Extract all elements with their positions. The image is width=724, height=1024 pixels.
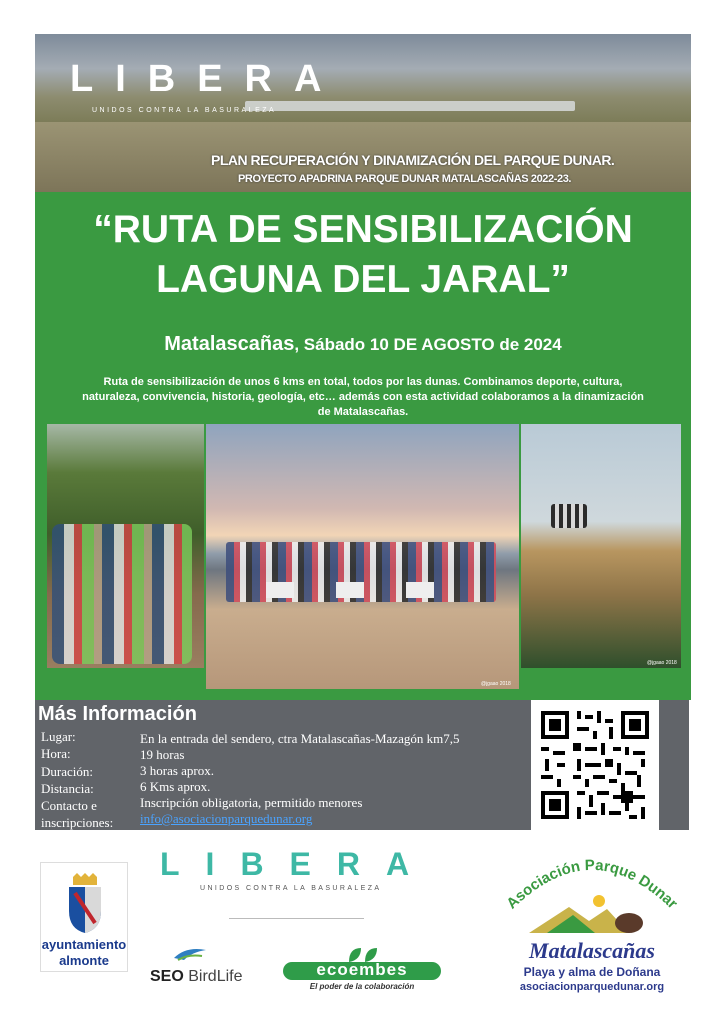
info-label-hora: Hora: bbox=[41, 746, 71, 761]
libera-logo-footer bbox=[160, 846, 450, 896]
info-heading: Más Información bbox=[38, 703, 197, 725]
ayuntamiento-almonte-logo bbox=[40, 862, 128, 972]
group-sign bbox=[406, 582, 434, 598]
birdlife-text: BirdLife bbox=[188, 968, 243, 985]
info-panel bbox=[35, 700, 689, 830]
photo-dune-top bbox=[521, 424, 681, 668]
group-sign bbox=[336, 582, 364, 598]
apd-url[interactable]: asociacionparquedunar.org bbox=[519, 981, 665, 993]
info-label-distancia: Distancia: bbox=[41, 781, 94, 796]
libera-logo-header: LIBERA bbox=[70, 58, 344, 100]
plan-heading: PLAN RECUPERACIÓN Y DINAMIZACIÓN DEL PARQUE DUNAR. bbox=[211, 152, 615, 168]
coat-of-arms-icon bbox=[65, 873, 105, 933]
photo-group-sunset bbox=[206, 424, 519, 689]
info-label-contacto: Contacto e bbox=[41, 798, 97, 813]
info-label-inscripciones: inscripciones: bbox=[41, 815, 114, 830]
walkers-group bbox=[52, 524, 192, 664]
qr-code-icon bbox=[541, 710, 649, 820]
info-value-hora: 19 horas bbox=[140, 747, 185, 762]
info-value-inscripcion: Inscripción obligatoria, permitido menores bbox=[140, 795, 363, 810]
event-subtitle bbox=[35, 333, 691, 356]
ecoembes-logo bbox=[283, 946, 441, 994]
libera-tagline-footer: UNIDOS CONTRA LA BASURALEZA bbox=[200, 885, 382, 892]
banner-lagoon bbox=[245, 101, 575, 111]
apd-town: Matalascañas bbox=[529, 938, 655, 963]
event-title-line2: LAGUNA DEL JARAL” bbox=[156, 258, 570, 301]
ecoembes-wordmark: ecoembes bbox=[316, 960, 408, 979]
group-sign bbox=[266, 582, 294, 598]
almonte-text: almonte bbox=[59, 953, 109, 968]
qr-code[interactable] bbox=[531, 700, 659, 830]
event-description: Ruta de sensibilización de unos 6 kms en total, todos por las dunas. Combinamos deporte, cultura, naturaleza, convivencia, historia, geología, etc… además con esta actividad colaboramos a la dinamización de Matalascañas. bbox=[82, 376, 644, 418]
apd-slogan: Playa y alma de Doñana bbox=[523, 965, 661, 979]
info-value-duracion: 3 horas aprox. bbox=[140, 763, 215, 778]
libera-wordmark: LIBERA bbox=[160, 846, 436, 882]
photo-credit: @jgaao 2018 bbox=[647, 660, 677, 666]
info-label-lugar: Lugar: bbox=[41, 729, 76, 744]
seo-text: SEO bbox=[150, 968, 184, 985]
ecoembes-tagline: El poder de la colaboración bbox=[309, 982, 415, 991]
dune-group bbox=[551, 504, 587, 528]
bird-icon bbox=[172, 946, 208, 962]
photo-walkers bbox=[47, 424, 204, 668]
event-date: , Sábado 10 DE AGOSTO de 2024 bbox=[294, 335, 562, 354]
dune-mascot-icon bbox=[529, 893, 655, 937]
email-link[interactable]: info@asociacionparquedunar.org bbox=[140, 811, 313, 826]
asociacion-parque-dunar-logo bbox=[492, 838, 692, 998]
seo-birdlife-logo bbox=[150, 946, 265, 990]
info-value-distancia: 6 Kms aprox. bbox=[140, 779, 211, 794]
info-value-lugar: En la entrada del sendero, ctra Matalascañas-Mazagón km7,5 bbox=[140, 731, 460, 746]
event-place: Matalascañas bbox=[164, 333, 295, 355]
event-title-line1: “RUTA DE SENSIBILIZACIÓN bbox=[93, 208, 633, 251]
project-heading: PROYECTO APADRINA PARQUE DUNAR MATALASCAÑAS 2022-23. bbox=[238, 173, 572, 185]
info-label-duracion: Duración: bbox=[41, 764, 93, 779]
libera-tagline-header: UNIDOS CONTRA LA BASURALEZA bbox=[92, 107, 277, 114]
ayuntamiento-text: ayuntamiento bbox=[41, 937, 127, 952]
footer-divider bbox=[229, 918, 364, 919]
photo-credit: @jgaao 2018 bbox=[481, 681, 511, 687]
seo-birdlife-text bbox=[150, 968, 243, 986]
apd-arc-label: Asociación Parque Dunar bbox=[503, 856, 681, 913]
info-value-email bbox=[140, 811, 312, 827]
